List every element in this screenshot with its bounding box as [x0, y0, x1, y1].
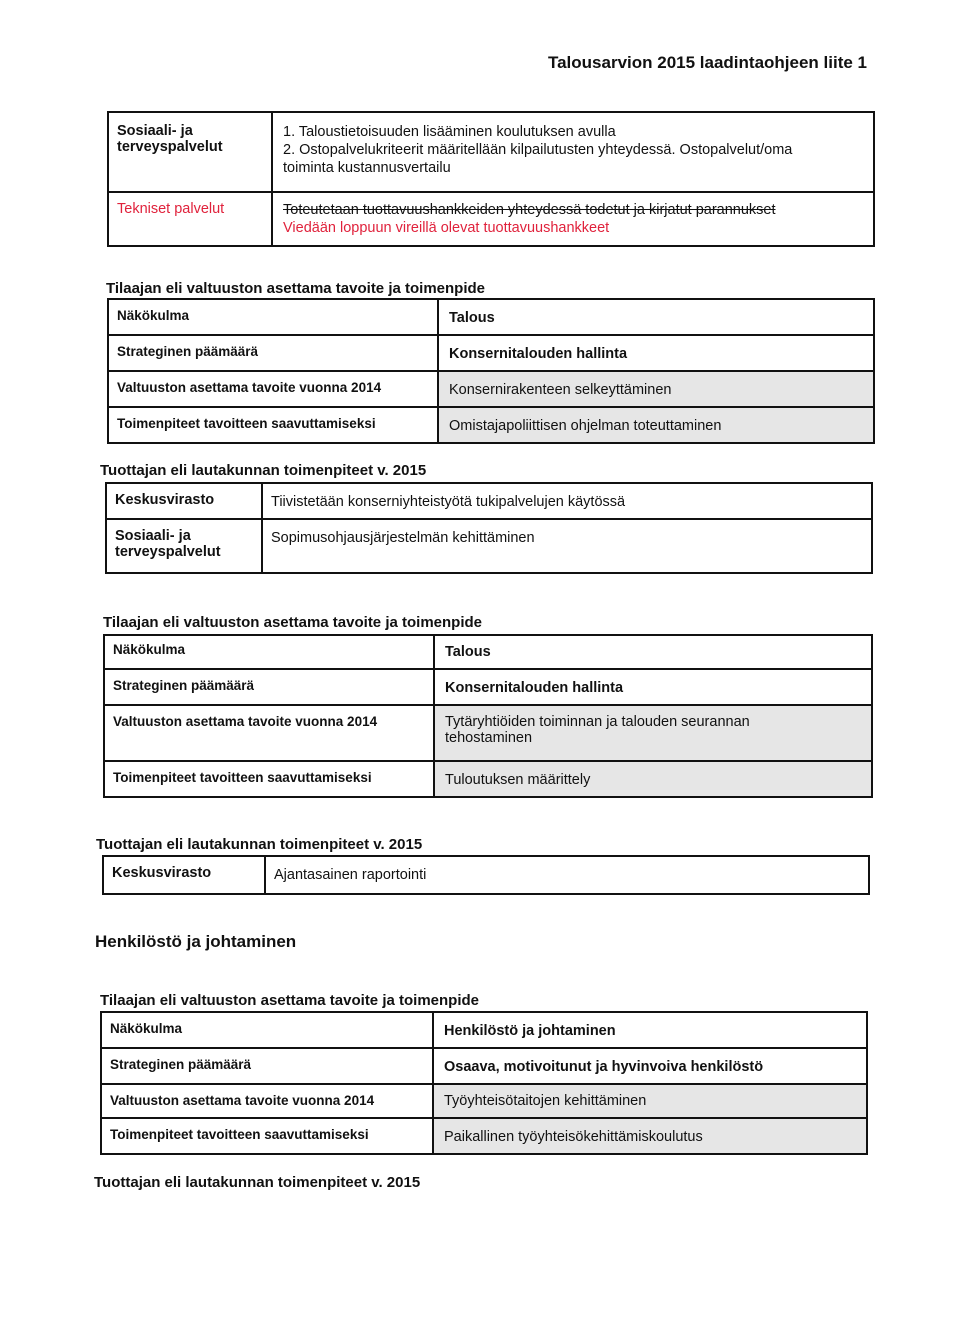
row-key: Strateginen päämäärä — [104, 669, 434, 705]
producer-table-1 — [105, 482, 873, 574]
table-row — [108, 407, 874, 443]
table-row — [104, 761, 872, 797]
unit-measures-tekniset — [272, 192, 874, 246]
table-row — [101, 1084, 867, 1118]
table-row — [108, 299, 874, 335]
table-row — [108, 335, 874, 371]
row-value: Tuloutuksen määrittely — [434, 761, 872, 797]
row-value: Omistajapoliittisen ohjelman toteuttaminen — [438, 407, 874, 443]
table-row — [106, 483, 872, 519]
row-key: Keskusvirasto — [106, 483, 262, 519]
row-value: Paikallinen työyhteisökehittämiskoulutus — [433, 1118, 867, 1154]
measure-line: 2. Ostopalvelukriteerit määritellään kilpailutusten yhteydessä. Ostopalvelut/oma — [283, 142, 793, 158]
table-row — [104, 669, 872, 705]
row-value: Sopimusohjausjärjestelmän kehittäminen — [262, 519, 872, 573]
goal-table-3 — [100, 1011, 868, 1155]
section-title-tilaaja-3: Tilaajan eli valtuuston asettama tavoite ja toimenpide — [100, 992, 479, 1009]
row-key: Näkökulma — [108, 299, 438, 335]
row-key: Toimenpiteet tavoitteen saavuttamiseksi — [101, 1118, 433, 1154]
row-key: Toimenpiteet tavoitteen saavuttamiseksi — [104, 761, 434, 797]
unit-label-tekniset — [108, 192, 272, 246]
measure-line: Viedään loppuun vireillä olevat tuottavuushankkeet — [283, 220, 610, 236]
section-title-tuottaja-1: Tuottajan eli lautakunnan toimenpiteet v. 2015 — [100, 462, 427, 479]
table-row — [101, 1012, 867, 1048]
row-value: Talous — [438, 299, 874, 335]
section-title-tuottaja-2: Tuottajan eli lautakunnan toimenpiteet v. 2015 — [96, 836, 423, 853]
table-row — [101, 1118, 867, 1154]
row-key: Keskusvirasto — [103, 856, 265, 894]
table-row — [106, 519, 872, 573]
row-key: Sosiaali- ja terveyspalvelut — [106, 519, 262, 573]
row-value: Osaava, motivoitunut ja hyvinvoiva henkilöstö — [433, 1048, 867, 1084]
unit-measures-sosiaali — [272, 112, 874, 192]
unit-label-text: Tekniset palvelut — [117, 201, 225, 217]
table-row — [104, 705, 872, 761]
row-value: Henkilöstö ja johtaminen — [433, 1012, 867, 1048]
row-value: Ajantasainen raportointi — [265, 856, 869, 894]
row-value: Talous — [434, 635, 872, 669]
goal-table-1 — [107, 298, 875, 444]
row-key: Valtuuston asettama tavoite vuonna 2014 — [108, 371, 438, 407]
row-key: Strateginen päämäärä — [101, 1048, 433, 1084]
row-value: Työyhteisötaitojen kehittäminen — [433, 1084, 867, 1118]
row-key: Valtuuston asettama tavoite vuonna 2014 — [101, 1084, 433, 1118]
row-value: Konsernitalouden hallinta — [438, 335, 874, 371]
table-row — [104, 635, 872, 669]
page-header-title: Talousarvion 2015 laadintaohjeen liite 1 — [547, 53, 867, 72]
row-key: Valtuuston asettama tavoite vuonna 2014 — [104, 705, 434, 761]
measure-line: 1. Taloustietoisuuden lisääminen koulutuksen avulla — [283, 124, 616, 140]
row-value: Tiivistetään konserniyhteistyötä tukipalvelujen käytössä — [262, 483, 872, 519]
unit-label-text: Sosiaali- ja terveyspalvelut — [117, 123, 223, 155]
measure-line: toiminta kustannusvertailu — [283, 160, 451, 176]
unit-label-sosiaali — [108, 112, 272, 192]
table-row — [101, 1048, 867, 1084]
unit-measures-table — [107, 111, 875, 247]
row-key: Strateginen päämäärä — [108, 335, 438, 371]
struck-measure-line: Toteutetaan tuottavuushankkeiden yhteydessä todetut ja kirjatut parannukset — [283, 202, 776, 218]
table-row — [103, 856, 869, 894]
row-value: Konsernirakenteen selkeyttäminen — [438, 371, 874, 407]
section-title-tilaaja-1: Tilaajan eli valtuuston asettama tavoite ja toimenpide — [106, 280, 485, 297]
row-value: Konsernitalouden hallinta — [434, 669, 872, 705]
row-key: Toimenpiteet tavoitteen saavuttamiseksi — [108, 407, 438, 443]
table-row — [108, 371, 874, 407]
producer-table-2 — [102, 855, 870, 895]
section-heading-henkilosto: Henkilöstö ja johtaminen — [95, 932, 297, 951]
section-title-tuottaja-3: Tuottajan eli lautakunnan toimenpiteet v. 2015 — [94, 1174, 421, 1191]
goal-table-2 — [103, 634, 873, 798]
section-title-tilaaja-2: Tilaajan eli valtuuston asettama tavoite ja toimenpide — [103, 614, 482, 631]
table-row — [108, 192, 874, 246]
row-value: Tytäryhtiöiden toiminnan ja talouden seurannan tehostaminen — [434, 705, 872, 761]
row-key: Näkökulma — [104, 635, 434, 669]
row-key: Näkökulma — [101, 1012, 433, 1048]
table-row — [108, 112, 874, 192]
